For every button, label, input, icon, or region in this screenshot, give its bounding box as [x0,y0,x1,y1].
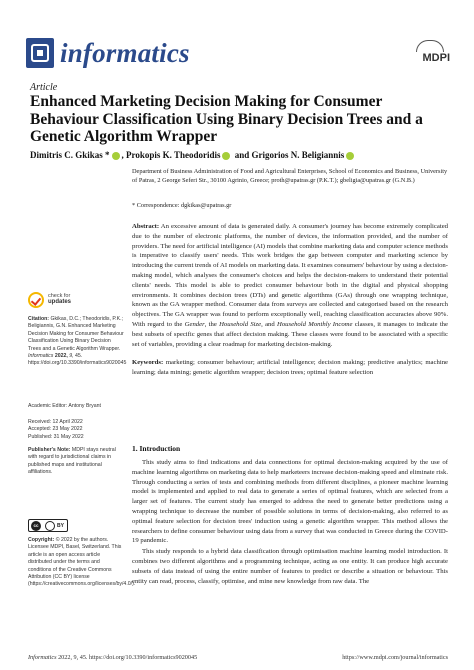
footer-citation: Informatics 2022, 9, 45. https://doi.org/10.3390/informatics9020045 [28,654,198,661]
academic-editor: Academic Editor: Antony Bryant [28,403,101,409]
abstract-term: Household Size [219,320,262,328]
journal-logo-icon [26,38,54,68]
orcid-icon[interactable] [222,152,230,160]
abstract [132,222,448,349]
introduction-body [132,458,448,587]
keywords [132,358,448,378]
author-list: Dimitris C. Gkikas * , Prokopis K. Theodoridis and Grigorios N. Beligiannis [30,150,450,160]
orcid-icon[interactable] [112,152,120,160]
citation-doi[interactable]: 45. https://doi.org/10.3390/informatics9020045 [28,353,127,367]
published-date: Published: 31 May 2022 [28,433,84,440]
publisher-note [28,447,124,477]
publisher-note-text: MDPI stays neutral with regard to jurisdictional claims in published maps and institutional affiliations. [28,447,116,476]
author-2[interactable]: Prokopis K. Theodoridis [126,150,221,160]
affiliation: Department of Business Administration of Food and Agricultural Enterprises, School of Economics and Business, University of Patras, 2 George Seferi Str., 30100 Agrinio, Greece; proth@upatras.gr (P.K.T.); gbeligia@upatras.gr (G.N.B.) [132,168,448,184]
check-updates-label: check for updates [48,293,72,306]
citation [28,316,127,368]
abstract-label: Abstract: [132,223,160,230]
citation-journal: Informatics [28,353,54,360]
abstract-term: Household Monthly Income [277,320,353,328]
abstract-term: Gender [184,320,205,328]
publisher-note-label: Publisher's Note: [28,447,71,453]
journal-header [26,38,450,70]
keywords-label: Keywords: [132,359,164,366]
copyright [28,537,136,589]
paragraph: This study responds to a hybrid data classification through optimisation machine learning model introduction. It combines two different algorithms and a programming technique, acting as one entity. It can produce high accurate subsets of data instead of using the entire number of features to predict or describe a situation or behaviour. This entity can read, process, classify, optimise, and mine new knowledge from raw data. The [132,548,448,585]
abstract-text: An excessive amount of data is generated daily. A consumer's journey has become extremely complicated due to the number of electronic platforms, the number of devices, the information provided, and the number of providers. The need for artificial intelligence (AI) models that combine marketing data and computer science methods is imperative to classify users' needs. This work bridges the gap between computer and marketing science by introducing the current trends of AI models on marketing data. It examines consumers' behaviour by using a decision-making model, which analyses the consumer's choices and helps the decision-makers to understand their potential clients' needs. This model is able to predict consumer behaviour both in the digital and physical shopping environments. It combines decision trees (DTs) and genetic algorithms (GAs) through one wrapping technique, known as the GA wrapper method. Consumer data from surveys are collected and categorised based on the research objectives. The GA wrapper was found to perform exceptionally well, reaching classification accuracies above 90%. With regard to the [132,223,449,328]
person-icon [45,521,55,531]
paragraph: This study aims to find indications and data connections for optimal decision-making acquired by the use of machine learning algorithms on marketing data to help marketeers increase decision-making speed and eliminate risk. Through conducting a series of tests and combining methods from different disciplines, a pioneer machine learning model is implemented and applied to real data to generate a series of optimal features, which are selected from a larger set of features. The current study has emerged to address the need to generate better predictions using a wrapping technique to decrease the number of possible solutions in terms of decision-making, also referred to as optimal feature selection for decision trees' induction using a genetic algorithm wrapper. This method allows the researchers to define consumer behaviour using data from a survey that was conducted in Greece during the COVID-19 pandemic. [132,459,448,545]
check-updates-icon [28,292,44,308]
article-type: Article [30,82,58,93]
abstract-text: , the [204,320,220,328]
citation-label: Citation: [28,316,50,322]
journal-name: informatics [60,38,190,68]
section-heading: 1. Introduction [132,444,181,453]
correspondence: * Correspondence: dgkikas@upatras.gr [132,202,232,209]
mdpi-logo [408,40,450,68]
copyright-text: © 2022 by the authors. Licensee MDPI, Basel, Switzerland. This article is an open access article distributed under the terms and conditions of the Creative Commons Attribution (CC BY) license (https://creativecommons.org/licenses/by/4.0/). [28,537,136,588]
cc-by-license-icon[interactable]: cc BY [28,519,68,532]
copyright-label: Copyright: [28,537,55,543]
mdpi-arc-icon [416,40,444,52]
accepted-date: Accepted: 23 May 2022 [28,426,83,433]
cc-by-label: BY [57,523,64,529]
orcid-icon[interactable] [346,152,354,160]
keywords-text: marketing; consumer behaviour; artificial intelligence; decision making; predictive analytics; machine learning; data mining; genetic algorithm wrapper; decision trees; optimal feature selection [132,359,449,376]
check-for-updates-button[interactable] [28,292,108,310]
abstract-text: , and [261,320,277,328]
citation-year: 2022, [54,353,68,360]
author-1[interactable]: Dimitris C. Gkikas * [30,150,110,160]
author-3[interactable]: and Grigorios N. Beligiannis [234,150,345,160]
publisher-name: MDPI [422,52,450,64]
footer-url[interactable]: https://www.mdpi.com/journal/informatics [342,654,448,661]
article-title: Enhanced Marketing Decision Making for Consumer Behaviour Classification Using Binary Decision Trees and a Genetic Algorithm Wrapper [30,93,423,145]
received-date: Received: 12 April 2022 [28,419,83,425]
dates [28,419,124,441]
citation-volume: 9, [69,353,74,360]
abstract-text: classes, it manages to indicate the best subsets of specific genes that affect decision making. These classes were found to be associated with a specific set of variables, providing a clear roadmap for marketing decision-making. [132,320,448,348]
citation-text: Gkikas, D.C.; Theodoridis, P.K.; Beligiannis, G.N. Enhanced Marketing Decision Making for Consumer Behaviour Classification Using Binary Decision Trees and a Genetic Algorithm Wrapper. [28,316,124,352]
